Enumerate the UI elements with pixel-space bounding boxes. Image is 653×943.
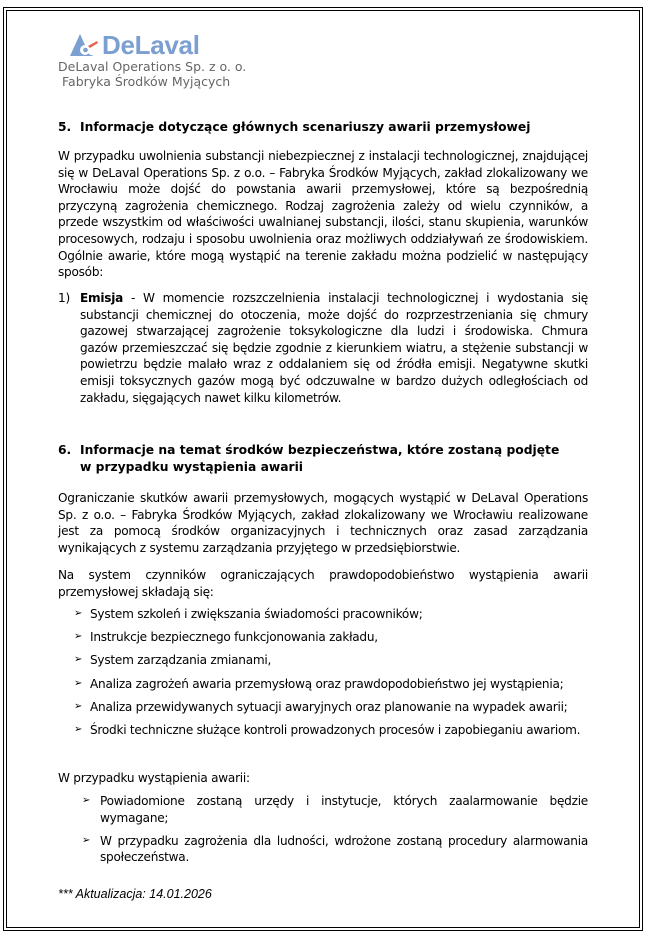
section-title-line-1: Informacje na temat środków bezpieczeństwa, które zostaną podjęte — [80, 443, 560, 457]
section-number: 5. — [58, 120, 72, 134]
section-number: 6. — [58, 443, 72, 457]
section-5-heading — [58, 119, 588, 136]
list-item: ➢ System zarządzania zmianami, — [74, 653, 272, 668]
list-item: ➢ Analiza zagrożeń awaria przemysłową oraz prawdopodobieństwo jej wystąpienia; — [74, 676, 564, 691]
section-title-line-2: w przypadku wystąpienia awarii — [80, 460, 304, 474]
list-item: ➢ Środki techniczne służące kontroli prowadzonych procesów i zapobieganiu awariom. — [74, 722, 581, 737]
factors-list — [58, 606, 588, 745]
company-name — [58, 59, 246, 89]
emergency-intro: W przypadku wystąpienia awarii: — [58, 771, 250, 785]
company-logo — [70, 30, 200, 60]
arrow-bullet-icon: ➢ — [74, 654, 83, 666]
emergency-list — [58, 793, 588, 873]
list-item: ➢ Analiza przewidywanych sytuacji awaryjnych oraz planowanie na wypadek awarii; — [74, 699, 568, 714]
arrow-bullet-icon: ➢ — [74, 631, 83, 643]
numbered-item-emisja — [58, 290, 588, 406]
section-5-intro: W przypadku uwolnienia substancji niebezpiecznej z instalacji technologicznej, znajdującej się w DeLaval Operations Sp. z o.o. – Fabryka Środków Myjących, zakład zlokalizowany we Wrocławiu może dojść do powstania awarii przemysłowej, które są bezpośrednią przyczyną zagrożenia chemicznego. Rodzaj zagrożenia zależy od wielu czynników, a przede wszystkim od właściwości uwalnianej substancji, ilości, stanu skupienia, warunków procesowych, rodzaju i sposobu uwolnienia oraz możliwych oddziaływań ze środowiskiem. Ogólnie awarie, które mogą wystąpić na terenie zakładu można podzielić w następujący sposób: — [58, 149, 588, 280]
update-note: *** Aktualizacja: 14.01.2026 — [58, 887, 212, 901]
company-line-1: DeLaval Operations Sp. z o. o. — [58, 59, 247, 74]
section-title: Informacje dotyczące głównych scenariuszy awarii przemysłowej — [80, 120, 531, 134]
list-item: ➢ Instrukcje bezpiecznego funkcjonowania zakładu, — [74, 630, 378, 645]
arrow-bullet-icon: ➢ — [82, 834, 91, 846]
item-text: - W momencie rozszczelnienia instalacji technologicznej i wydostania się substancji chemicznej do otoczenia, może dojść do rozprzestrzeniania się chmury gazowej stwarzającej zagrożenie toksykologiczne dla ludzi i środowiska. Chmura gazów przemieszczać się będzie zgodnie z kierunkiem wiatru, a stężenie substancji w powietrzu będzie malało wraz z oddalaniem się od źródła emisji. Negatywne skutki emisji toksycznych gazów mogą być odczuwalne w bardzo dużych odległościach od zakładu, sięgających nawet kilku kilometrów. — [80, 291, 588, 405]
list-item: ➢ Powiadomione zostaną urzędy i instytucje, których zaalarmowanie będzie wymagane; — [82, 794, 588, 825]
logo-wordmark: DeLaval — [102, 30, 200, 60]
section-6-heading — [58, 442, 588, 476]
section-6-intro: Ograniczanie skutków awarii przemysłowych, mogących wystąpić w DeLaval Operations Sp. z o.o. – Fabryka Środków Myjących, zakład zlokalizowany we Wrocławiu realizowane jest za pomocą środków organizacyjnych i technicznych oraz zasad zarządzania wynikających z systemu zarządzania przyjętego w przedsiębiorstwie. — [58, 491, 588, 555]
arrow-bullet-icon: ➢ — [74, 723, 83, 735]
company-line-2: Fabryka Środków Myjących — [62, 74, 231, 89]
list-item: ➢ W przypadku zagrożenia dla ludności, wdrożone zostaną procedury alarmowania społeczeństwa. — [82, 833, 588, 865]
item-marker: 1) — [58, 291, 70, 305]
arrow-bullet-icon: ➢ — [74, 677, 83, 689]
item-term: Emisja — [80, 291, 124, 305]
delaval-logo-icon — [70, 33, 100, 57]
arrow-bullet-icon: ➢ — [82, 795, 91, 806]
list-item: ➢ System szkoleń i zwiększania świadomości pracowników; — [74, 607, 423, 621]
factors-intro: Na system czynników ograniczających prawdopodobieństwo wystąpienia awarii przemysłowej składają się: — [58, 568, 588, 599]
arrow-bullet-icon: ➢ — [74, 700, 83, 712]
arrow-bullet-icon: ➢ — [74, 608, 83, 619]
